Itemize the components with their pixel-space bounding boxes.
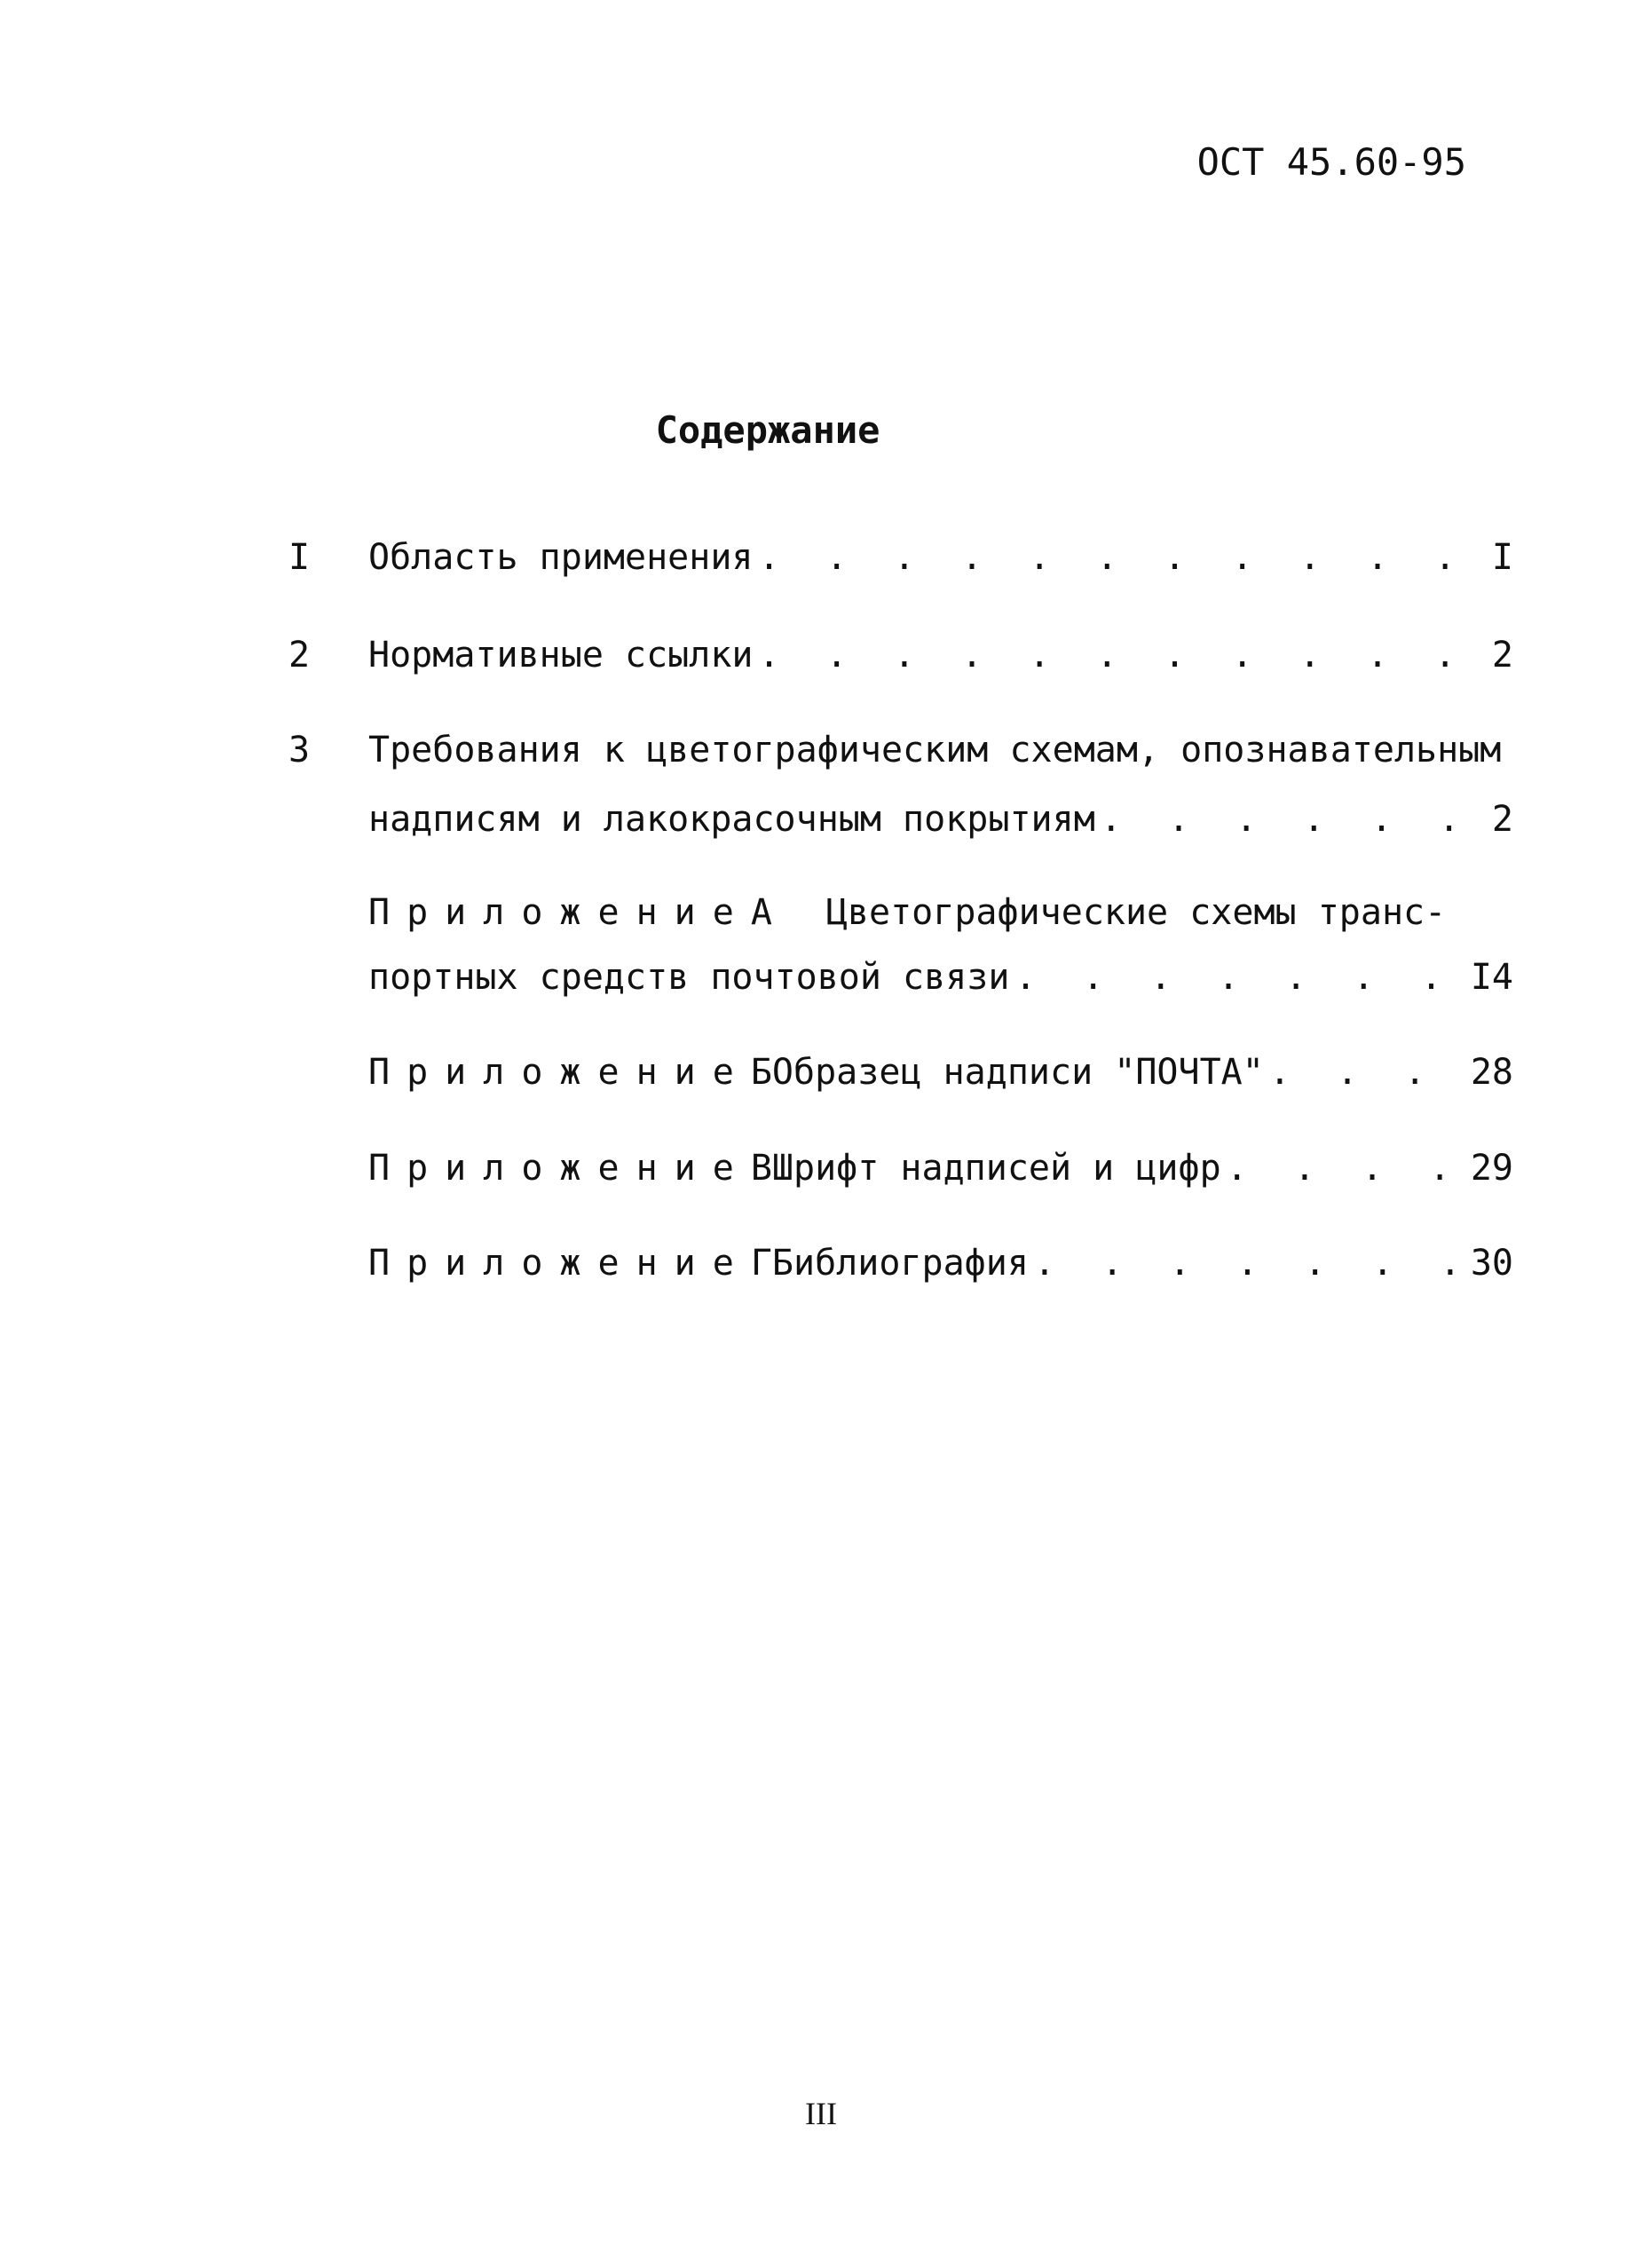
dot-leader <box>1014 957 1464 998</box>
dot-leader <box>758 635 1472 676</box>
toc-entry-page: 2 <box>1491 799 1513 840</box>
appendix-word: Приложение <box>368 1148 751 1189</box>
toc-entry-page: 2 <box>1491 635 1513 676</box>
toc-appendix[interactable] <box>368 957 1513 1010</box>
toc-title: Содержание <box>655 408 880 452</box>
toc-entry[interactable] <box>368 537 1513 590</box>
appendix-title: Цветографические схемы транс- <box>825 892 1447 933</box>
appendix-page: I4 <box>1470 957 1513 998</box>
appendix-letter: А <box>750 892 772 933</box>
toc-entry-page: I <box>1491 537 1513 578</box>
appendix-word: Приложение <box>368 1243 751 1284</box>
toc-entry-number: 3 <box>288 730 311 770</box>
toc-entry-title: Нормативные ссылки <box>368 635 754 676</box>
dot-leader <box>1227 1148 1465 1189</box>
toc-appendix[interactable] <box>368 1243 1513 1296</box>
appendix-page: 29 <box>1470 1148 1513 1189</box>
appendix-title: Образец надписи "ПОЧТА" <box>771 1052 1264 1093</box>
toc-entry-line[interactable] <box>368 730 1513 783</box>
appendix-letter: Г <box>750 1243 772 1284</box>
toc-appendix-line[interactable] <box>368 892 1513 945</box>
appendix-word: Приложение <box>368 892 751 933</box>
toc-appendix[interactable] <box>368 1148 1513 1201</box>
toc-entry[interactable] <box>368 635 1513 688</box>
appendix-page: 30 <box>1470 1243 1513 1284</box>
toc-entry-title: Область применения <box>368 537 754 578</box>
dot-leader <box>1034 1243 1465 1284</box>
toc-entry-number: I <box>288 537 311 578</box>
appendix-title: Библиография <box>771 1243 1029 1284</box>
appendix-title-continued: портных средств почтовой связи <box>368 957 1010 998</box>
appendix-title: Шрифт надписей и цифр <box>771 1148 1221 1189</box>
appendix-word: Приложение <box>368 1052 751 1093</box>
toc-entry-title: Требования к цветографическим схемам, опознавательным <box>368 730 1502 770</box>
dot-leader <box>758 537 1472 578</box>
toc-entry-title-continued: надписям и лакокрасочным покрытиям <box>368 799 1095 840</box>
toc-appendix[interactable] <box>368 1052 1513 1105</box>
document-code: ОСТ 45.60-95 <box>1196 140 1466 184</box>
dot-leader <box>1101 799 1472 840</box>
dot-leader <box>1269 1052 1465 1093</box>
toc-entry[interactable] <box>368 799 1513 852</box>
page-number: III <box>805 2096 837 2131</box>
toc-entry-number: 2 <box>288 635 311 676</box>
appendix-page: 28 <box>1470 1052 1513 1093</box>
appendix-letter: В <box>750 1148 772 1189</box>
appendix-letter: Б <box>750 1052 772 1093</box>
